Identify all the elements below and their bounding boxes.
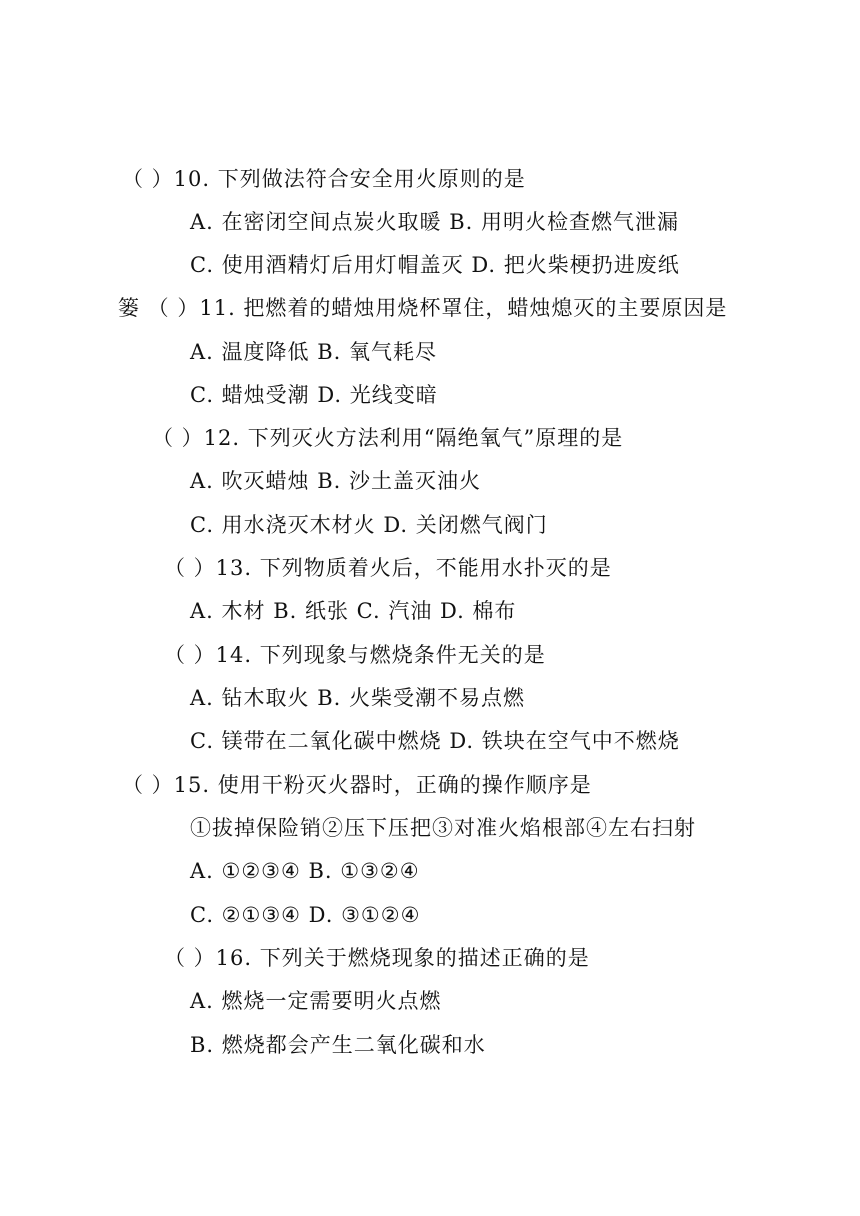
question-11-stem: 篓 （ ）11. 把燃着的蜡烛用烧杯罩住，蜡烛熄灭的主要原因是: [118, 296, 728, 320]
question-11-options-cd: C. 蜡烛受潮 D. 光线变暗: [190, 383, 438, 407]
question-15-stem: （ ）15. 使用干粉灭火器时，正确的操作顺序是: [122, 773, 592, 797]
question-12-options-ab: A. 吹灭蜡烛 B. 沙土盖灭油火: [190, 469, 481, 493]
question-13-options: A. 木材 B. 纸张 C. 汽油 D. 棉布: [190, 599, 517, 623]
question-14-options-ab: A. 钻木取火 B. 火柴受潮不易点燃: [190, 686, 525, 710]
question-14-stem: （ ）14. 下列现象与燃烧条件无关的是: [164, 643, 546, 667]
question-16-stem: （ ）16. 下列关于燃烧现象的描述正确的是: [164, 946, 590, 970]
question-14-options-cd: C. 镁带在二氧化碳中燃烧 D. 铁块在空气中不燃烧: [190, 729, 680, 753]
question-15-steps: ①拔掉保险销②压下压把③对准火焰根部④左右扫射: [190, 816, 696, 840]
question-16-option-b: B. 燃烧都会产生二氧化碳和水: [190, 1033, 486, 1057]
question-11-options-ab: A. 温度降低 B. 氧气耗尽: [190, 340, 437, 364]
question-12-stem: （ ）12. 下列灭火方法利用“隔绝氧气”原理的是: [152, 426, 624, 450]
question-15-options-ab: A. ①②③④ B. ①③②④: [190, 859, 420, 883]
question-13-stem: （ ）13. 下列物质着火后，不能用水扑灭的是: [164, 556, 612, 580]
question-10-stem: （ ）10. 下列做法符合安全用火原则的是: [122, 167, 526, 191]
question-12-options-cd: C. 用水浇灭木材火 D. 关闭燃气阀门: [190, 513, 548, 537]
question-16-option-a: A. 燃烧一定需要明火点燃: [190, 989, 442, 1013]
question-15-options-cd: C. ②①③④ D. ③①②④: [190, 903, 421, 927]
question-10-options-ab: A. 在密闭空间点炭火取暖 B. 用明火检查燃气泄漏: [190, 210, 679, 234]
question-10-options-cd: C. 使用酒精灯后用灯帽盖灭 D. 把火柴梗扔进废纸: [190, 253, 680, 277]
